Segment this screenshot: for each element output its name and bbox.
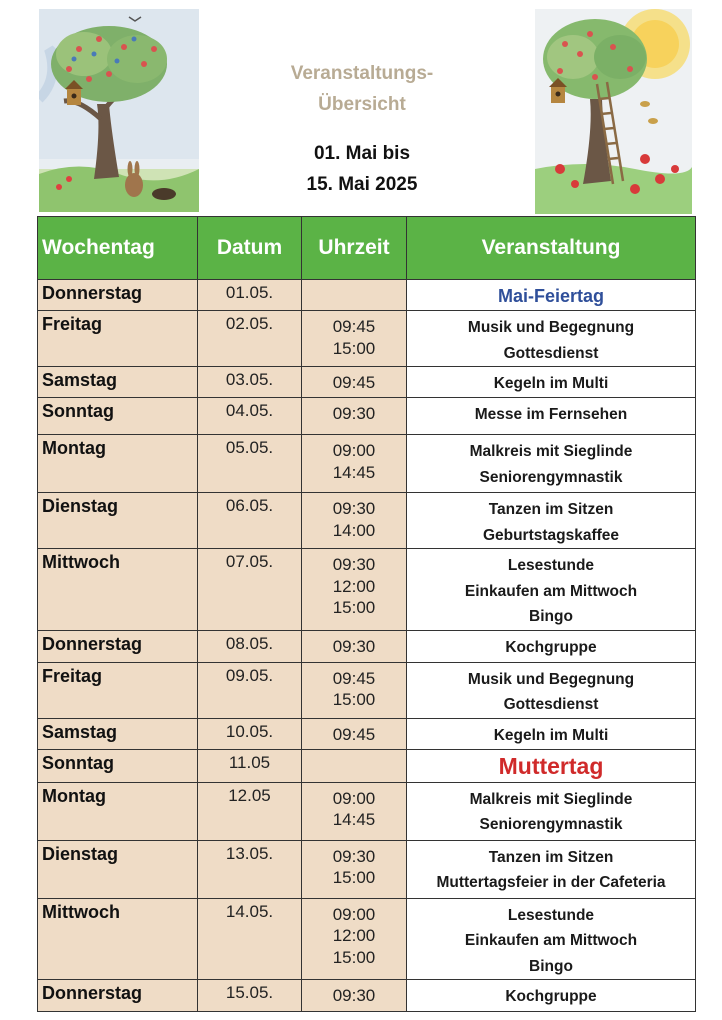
time-entry: 09:45 — [332, 373, 376, 392]
cell-time — [302, 280, 407, 311]
date-range-line2: 15. Mai 2025 — [306, 174, 418, 195]
table-row — [38, 549, 696, 631]
time-entry: 15:00 — [332, 868, 376, 887]
event-schedule-table — [37, 216, 696, 1012]
event-entry: Musik und Begegnung — [467, 670, 635, 688]
cell-day: Freitag — [38, 662, 198, 718]
cell-day: Donnerstag — [38, 280, 198, 311]
cell-day: Donnerstag — [38, 630, 198, 662]
time-entry: 09:00 — [332, 904, 376, 924]
cell-time — [302, 367, 407, 398]
event-entry: Einkaufen am Mittwoch — [464, 582, 638, 600]
date-range-line1: 01. Mai bis — [313, 143, 411, 164]
column-header-datum: Datum — [198, 217, 302, 280]
cell-event — [407, 840, 696, 898]
event-entry: Kegeln im Multi — [493, 375, 609, 392]
table-row — [38, 630, 696, 662]
cell-date: 10.05. — [198, 718, 302, 749]
cell-date: 11.05 — [198, 749, 302, 782]
cell-time — [302, 549, 407, 631]
cell-day: Montag — [38, 782, 198, 840]
time-entry: 14:45 — [332, 462, 376, 482]
event-entry: Bingo — [529, 957, 573, 975]
event-entry: Seniorengymnastik — [479, 468, 623, 486]
event-entry: Kegeln im Multi — [493, 726, 609, 744]
cell-event — [407, 280, 696, 311]
cell-time — [302, 435, 407, 493]
event-entry: Lesestunde — [507, 906, 595, 924]
event-entry: Kochgruppe — [505, 638, 597, 656]
time-entry: 09:30 — [332, 846, 376, 866]
event-entry: Lesestunde — [507, 557, 595, 574]
cell-day: Freitag — [38, 311, 198, 367]
cell-date: 05.05. — [198, 435, 302, 493]
cell-day: Dienstag — [38, 493, 198, 549]
table-row — [38, 898, 696, 980]
cell-date: 08.05. — [198, 630, 302, 662]
cell-date: 13.05. — [198, 840, 302, 898]
event-entry: Malkreis mit Sieglinde — [469, 790, 633, 808]
time-entry: 09:30 — [332, 555, 376, 574]
time-entry: 09:45 — [332, 317, 376, 336]
cell-event — [407, 398, 696, 435]
cell-time — [302, 311, 407, 367]
table-row — [38, 367, 696, 398]
cell-time — [302, 782, 407, 840]
cell-time — [302, 980, 407, 1012]
time-entry: 15:00 — [332, 947, 376, 967]
event-entry: Tanzen im Sitzen — [488, 501, 614, 518]
page-title-line1: Veranstaltungs- — [290, 63, 434, 84]
cell-event — [407, 549, 696, 631]
cell-day: Samstag — [38, 718, 198, 749]
tree-illustration-right — [535, 9, 692, 214]
cell-event — [407, 980, 696, 1012]
cell-time — [302, 630, 407, 662]
cell-event — [407, 435, 696, 493]
cell-date: 03.05. — [198, 367, 302, 398]
table-row — [38, 718, 696, 749]
column-header-veranstaltung: Veranstaltung — [407, 217, 696, 280]
cell-day: Donnerstag — [38, 980, 198, 1012]
cell-date: 02.05. — [198, 311, 302, 367]
column-header-wochentag: Wochentag — [38, 217, 198, 280]
table-row — [38, 311, 696, 367]
event-entry: Musik und Begegnung — [467, 319, 635, 336]
holiday-label: Mai-Feiertag — [497, 286, 605, 306]
cell-time — [302, 662, 407, 718]
table-row — [38, 493, 696, 549]
table-row — [38, 435, 696, 493]
table-header-row — [38, 217, 696, 280]
time-entry: 15:00 — [332, 338, 376, 358]
cell-date: 12.05 — [198, 782, 302, 840]
time-entry: 09:30 — [332, 986, 376, 1005]
column-header-uhrzeit: Uhrzeit — [302, 217, 407, 280]
cell-date: 09.05. — [198, 662, 302, 718]
time-entry: 12:00 — [332, 926, 376, 945]
event-entry: Messe im Fernsehen — [474, 406, 628, 423]
time-entry: 09:00 — [332, 788, 376, 808]
cell-date: 07.05. — [198, 549, 302, 631]
table-row — [38, 749, 696, 782]
cell-time — [302, 840, 407, 898]
cell-day: Mittwoch — [38, 898, 198, 980]
time-entry: 15:00 — [332, 598, 376, 617]
cell-date: 14.05. — [198, 898, 302, 980]
cell-event — [407, 749, 696, 782]
cell-date: 06.05. — [198, 493, 302, 549]
time-entry: 09:45 — [332, 724, 376, 744]
table-row — [38, 662, 696, 718]
event-entry: Bingo — [529, 608, 573, 625]
event-entry: Gottesdienst — [503, 344, 599, 362]
cell-day: Sonntag — [38, 749, 198, 782]
event-entry: Tanzen im Sitzen — [488, 848, 614, 866]
table-row — [38, 782, 696, 840]
cell-time — [302, 718, 407, 749]
cell-day: Dienstag — [38, 840, 198, 898]
time-entry: 09:30 — [332, 404, 376, 423]
cell-event — [407, 367, 696, 398]
table-row — [38, 398, 696, 435]
event-entry: Einkaufen am Mittwoch — [464, 932, 638, 949]
cell-event — [407, 662, 696, 718]
table-row — [38, 840, 696, 898]
time-entry: 09:45 — [332, 668, 376, 688]
time-entry: 09:30 — [332, 636, 376, 656]
cell-date: 15.05. — [198, 980, 302, 1012]
tree-illustration-left — [39, 9, 199, 212]
cell-date: 04.05. — [198, 398, 302, 435]
event-entry: Seniorengymnastik — [479, 816, 623, 833]
cell-event — [407, 898, 696, 980]
time-entry: 09:00 — [332, 441, 376, 460]
cell-time — [302, 749, 407, 782]
cell-time — [302, 493, 407, 549]
cell-day: Sonntag — [38, 398, 198, 435]
cell-event — [407, 311, 696, 367]
cell-day: Samstag — [38, 367, 198, 398]
holiday-label: Muttertag — [498, 752, 604, 779]
cell-event — [407, 782, 696, 840]
time-entry: 14:45 — [332, 810, 376, 829]
cell-time — [302, 898, 407, 980]
event-entry: Kochgruppe — [505, 988, 597, 1005]
cell-event — [407, 493, 696, 549]
cell-day: Montag — [38, 435, 198, 493]
page-title-line2: Übersicht — [318, 94, 406, 115]
cell-date: 01.05. — [198, 280, 302, 311]
event-entry: Gottesdienst — [503, 696, 599, 713]
table-row — [38, 980, 696, 1012]
event-entry: Geburtstagskaffee — [482, 526, 620, 544]
cell-event — [407, 630, 696, 662]
table-row — [38, 280, 696, 311]
cell-time — [302, 398, 407, 435]
event-entry: Malkreis mit Sieglinde — [469, 443, 633, 460]
time-entry: 14:00 — [332, 520, 376, 540]
cell-event — [407, 718, 696, 749]
time-entry: 15:00 — [332, 690, 376, 709]
event-entry: Muttertagsfeier in der Cafeteria — [436, 874, 666, 891]
time-entry: 09:30 — [332, 499, 376, 518]
time-entry: 12:00 — [332, 576, 376, 596]
cell-day: Mittwoch — [38, 549, 198, 631]
